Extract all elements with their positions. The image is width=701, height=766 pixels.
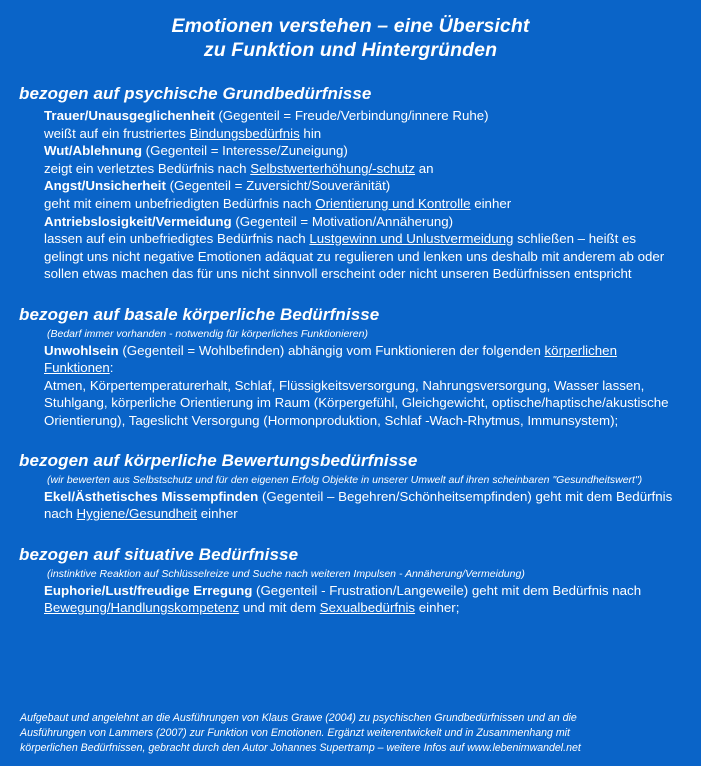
footer-line-2: Ausführungen von Lammers (2007) zur Funktion von Emotionen. Ergänzt weiterentwickelt und in Zusammenhang mit xyxy=(20,727,570,739)
entry-term: Unwohlsein xyxy=(44,342,119,358)
entry-explanation-post: einher xyxy=(197,506,238,522)
entry-trauer-explanation xyxy=(44,125,673,143)
section-note: (wir bewerten aus Selbstschutz und für den eigenen Erfolg Objekte in unserer Umwelt auf ihren scheinbaren "Gesundheitswert") xyxy=(47,473,643,486)
entry-term: Euphorie/Lust/freudige Erregung xyxy=(44,582,253,598)
entry-explanation-post: an xyxy=(415,160,434,176)
entry-explanation-post: : xyxy=(109,360,114,376)
footer-line-1: Aufgebaut und angelehnt an die Ausführungen von Klaus Grawe (2004) zu psychischen Grundbedürfnissen und an die xyxy=(20,712,577,724)
entry-wut xyxy=(44,142,673,160)
entry-need-link[interactable]: Orientierung und Kontrolle xyxy=(315,195,471,211)
section-body xyxy=(0,488,701,523)
entry-need-link[interactable]: Bindungsbedürfnis xyxy=(189,125,300,141)
entry-term: Angst/Unsicherheit xyxy=(44,178,166,194)
entry-need-link-2[interactable]: Sexualbedürfnis xyxy=(319,600,416,616)
entry-opposite: (Gegenteil = Freude/Verbindung/innere Ruhe) xyxy=(214,108,489,123)
entry-explanation-post: einher; xyxy=(415,600,460,616)
footer-line-3: körperlichen Bedürfnissen, gebracht durch den Autor Johannes Supertramp – weitere Infos auf www.lebenimwandel.net xyxy=(20,742,581,754)
entry-need-link[interactable]: Selbstwerterhöhung/-schutz xyxy=(250,160,416,176)
entry-explanation-pre: zeigt ein verletztes Bedürfnis nach xyxy=(44,160,251,176)
page-title xyxy=(0,0,701,62)
entry-opposite: (Gegenteil = Wohlbefinden) abhängig vom Funktionieren der folgenden xyxy=(118,342,545,358)
entry-antriebslosigkeit xyxy=(44,213,673,231)
entry-explanation-pre: lassen auf ein unbefriedigtes Bedürfnis nach xyxy=(44,231,310,247)
section-heading: bezogen auf basale körperliche Bedürfnisse xyxy=(19,304,380,324)
entry-term: Ekel/Ästhetisches Missempfinden xyxy=(44,488,259,504)
section-situative-beduerfnisse xyxy=(0,545,701,617)
entry-need-link[interactable]: Lustgewinn und Unlustvermeidung xyxy=(309,231,514,247)
entry-wut-explanation xyxy=(44,160,673,178)
page-title-line-1: Emotionen verstehen – eine Übersicht xyxy=(171,15,530,37)
section-body xyxy=(0,342,701,429)
section-body xyxy=(0,107,701,283)
footer-credits xyxy=(0,711,701,756)
entry-middle-text: und mit dem xyxy=(239,600,320,616)
entry-need-link[interactable]: Bewegung/Handlungskompetenz xyxy=(44,600,240,616)
entry-opposite: (Gegenteil = Motivation/Annäherung) xyxy=(231,213,454,229)
entry-term: Wut/Ablehnung xyxy=(44,143,142,159)
entry-opposite: (Gegenteil – Begehren/Schönheitsempfinden) geht mit dem Bedürfnis nach xyxy=(44,488,673,522)
entry-explanation-post: einher xyxy=(470,195,512,211)
entry-euphorie xyxy=(44,582,673,617)
entry-opposite: (Gegenteil = Zuversicht/Souveränität) xyxy=(165,178,391,194)
entry-explanation-pre: weißt auf ein frustriertes xyxy=(44,125,190,141)
entry-need-link[interactable]: Hygiene/Gesundheit xyxy=(76,506,198,522)
section-psychische-grundbeduerfnisse xyxy=(0,84,701,283)
entry-angst xyxy=(44,177,673,195)
entry-explanation-post: hin xyxy=(299,125,322,141)
page-title-line-2: zu Funktion und Hintergründen xyxy=(203,39,498,61)
entry-term: Antriebslosigkeit/Vermeidung xyxy=(44,213,232,229)
section-note: (instinktive Reaktion auf Schlüsselreize und Suche nach weiteren Impulsen - Annäherung/Vermeidung) xyxy=(47,567,525,580)
entry-explanation-pre: geht mit einem unbefriedigten Bedürfnis nach xyxy=(44,195,316,211)
section-body xyxy=(0,582,701,617)
entry-ekel xyxy=(44,488,673,523)
section-heading: bezogen auf körperliche Bewertungsbedürfnisse xyxy=(19,450,418,470)
entry-opposite: (Gegenteil - Frustration/Langeweile) geht mit dem Bedürfnis nach xyxy=(252,582,642,598)
section-basale-koerperliche-beduerfnisse xyxy=(0,305,701,429)
section-heading: bezogen auf psychische Grundbedürfnisse xyxy=(19,84,372,103)
entry-antriebslosigkeit-explanation xyxy=(44,230,673,283)
entry-unwohlsein xyxy=(44,342,673,377)
section-heading: bezogen auf situative Bedürfnisse xyxy=(19,544,299,564)
entry-term: Trauer/Unausgeglichenheit xyxy=(44,108,215,123)
entry-explanation-post: schließen – heißt es gelingt uns nicht negative Emotionen adäquat zu regulieren und lenken uns deshalb mit anderem ab oder sollen etwas machen das für uns nicht sinnvoll erscheint oder nicht unseren Bedürfnissen entspricht xyxy=(44,231,665,282)
entry-angst-explanation xyxy=(44,195,673,213)
koerperliche-funktionen-list: Atmen, Körpertemperaturerhalt, Schlaf, Flüssigkeitsversorgung, Nahrungsversorgung, Wasser lassen, Stuhlgang, körperliche Orientierung im Raum (Körpergefühl, Gleichgewicht, optische/haptische/akustische Orientierung), Tageslicht Versorgung (Hormonproduktion, Schlaf -Wach-Rhytmus, Immunsystem); xyxy=(44,377,669,428)
section-note: (Bedarf immer vorhanden - notwendig für körperliches Funktionieren) xyxy=(47,327,368,340)
entry-opposite: (Gegenteil = Interesse/Zuneigung) xyxy=(141,143,348,159)
entry-need-link[interactable]: körperlichen Funktionen xyxy=(44,342,617,376)
entry-trauer xyxy=(44,107,673,125)
section-koerperliche-bewertungsbeduerfnisse xyxy=(0,451,701,523)
